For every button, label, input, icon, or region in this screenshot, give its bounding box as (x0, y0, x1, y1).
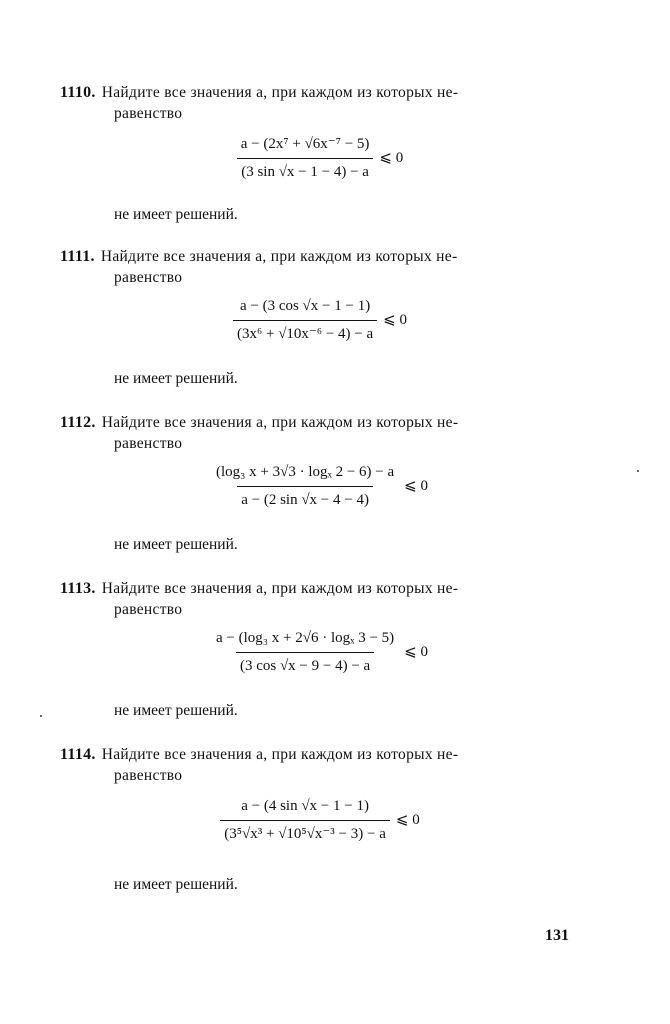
problem-number: 1114. (60, 746, 96, 763)
problem-1114 (60, 744, 580, 893)
inequality-formula (60, 796, 580, 845)
problem-number: 1111. (60, 248, 95, 265)
fraction-denominator: (3 cos √x − 9 − 4) − a (236, 652, 374, 677)
statement-line1: Найдите все значения a, при каждом из которых не- (100, 248, 458, 265)
statement-line1: Найдите все значения a, при каждом из которых не- (101, 746, 459, 763)
inequality-relation: ⩽ 0 (404, 644, 428, 660)
inequality-relation: ⩽ 0 (395, 812, 420, 828)
fraction-denominator: a − (2 sin √x − 4 − 4) (237, 486, 373, 511)
fraction-numerator: a − (4 sin √x − 1 − 1) (241, 798, 369, 814)
fraction-denominator: (3 sin √x − 1 − 4) − a (237, 158, 373, 183)
problem-tail: не имеет решений. (114, 370, 238, 387)
statement-line2: равенство (114, 269, 183, 286)
inequality-relation: ⩽ 0 (379, 150, 404, 166)
statement-line2: равенство (114, 105, 183, 122)
fraction-denominator: (3⁵√x³ + √10⁵√x⁻³ − 3) − a (220, 820, 390, 845)
problem-statement (60, 412, 580, 454)
problem-number: 1112. (60, 414, 96, 431)
problem-tail: не имеет решений. (114, 536, 238, 553)
problem-statement (60, 744, 580, 786)
problem-tail: не имеет решений. (114, 206, 238, 223)
problem-1111 (60, 246, 580, 387)
problem-statement (60, 578, 580, 620)
statement-line1: Найдите все значения a, при каждом из которых не- (101, 84, 459, 101)
statement-line1: Найдите все значения a, при каждом из которых не- (101, 580, 459, 597)
inequality-relation: ⩽ 0 (404, 478, 428, 494)
fraction-numerator: a − (2x⁷ + √6x⁻⁷ − 5) (240, 136, 370, 152)
scan-speck (637, 470, 639, 472)
problem-number: 1110. (60, 84, 96, 101)
problem-1112 (60, 412, 580, 553)
inequality-formula (60, 462, 580, 511)
problem-tail: не имеет решений. (114, 876, 238, 893)
problem-tail: не имеет решений. (114, 702, 238, 719)
page-number: 131 (545, 927, 569, 944)
fraction-numerator: (log₃ x + 3√3 · logₓ 2 − 6) − a (216, 464, 395, 480)
problem-statement (60, 82, 580, 124)
fraction-denominator: (3x⁶ + √10x⁻⁶ − 4) − a (233, 320, 377, 345)
problem-1110 (60, 82, 580, 223)
scan-speck (40, 715, 42, 717)
problem-1113 (60, 578, 580, 719)
inequality-formula (60, 628, 580, 677)
fraction-numerator: a − (3 cos √x − 1 − 1) (239, 298, 371, 314)
statement-line2: равенство (114, 435, 183, 452)
problem-number: 1113. (60, 580, 96, 597)
statement-line2: равенство (114, 767, 183, 784)
fraction-numerator: a − (log₃ x + 2√6 · logₓ 3 − 5) (216, 630, 395, 646)
inequality-relation: ⩽ 0 (383, 312, 407, 328)
problem-statement (60, 246, 580, 288)
inequality-formula (60, 134, 580, 183)
statement-line2: равенство (114, 601, 183, 618)
inequality-formula (60, 296, 580, 345)
statement-line1: Найдите все значения a, при каждом из которых не- (101, 414, 459, 431)
